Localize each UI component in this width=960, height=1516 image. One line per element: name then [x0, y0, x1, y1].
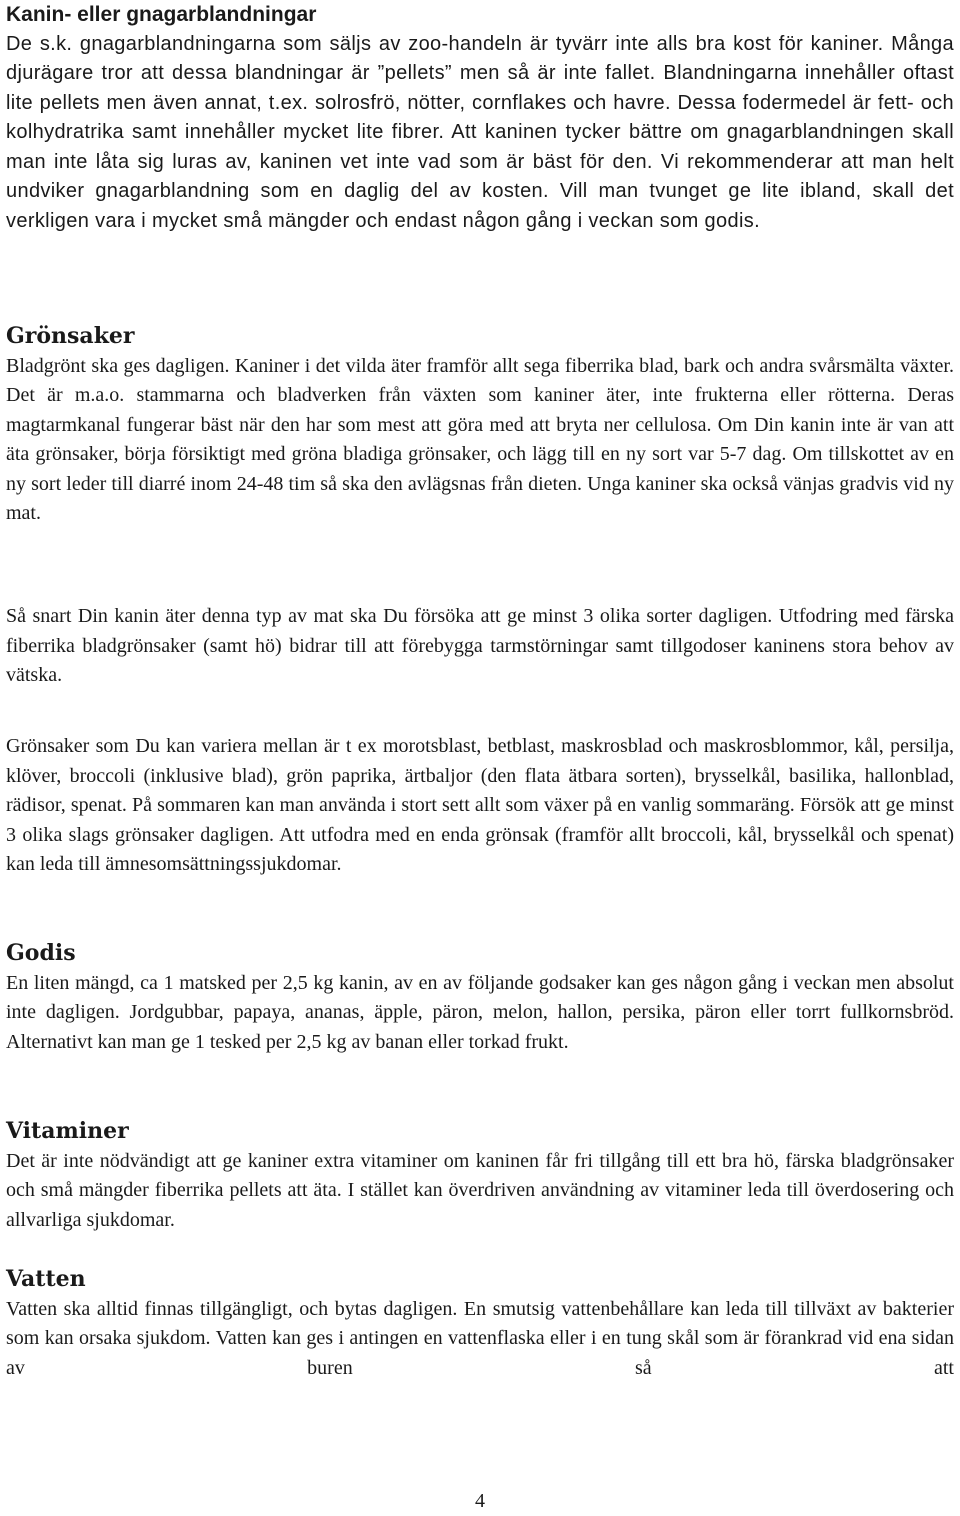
- heading-gronsaker: Grönsaker: [6, 323, 135, 349]
- paragraph-gnagarblandningar: De s.k. gnagarblandningarna som säljs av zoo-handeln är tyvärr inte alls bra kost för kaniner. Många djurägare tror att dessa blandningar är ”pellets” men så är inte fallet. Blandningarna innehåller oftast lite pellets men även annat, t.ex. solrosfrö, nötter, cornflakes och havre. Dessa fodermedel är fett- och kolhydratrika samt innehåller mycket lite fibrer. Att kaninen tycker bättre om gnagarblandningen skall man inte låta sig luras av, kaninen vet inte vad som är bäst för den. Vi rekommenderar att man helt undviker gnagarblandning som en daglig del av kosten. Vill man tvunget ge lite ibland, skall det verkligen vara i mycket små mängder och endast någon gång i veckan som godis.: [6, 32, 954, 232]
- paragraph-vitaminer: Det är inte nödvändigt att ge kaniner extra vitaminer om kaninen får fri tillgång till ett bra hö, färska bladgrönsaker och små mängder fiberrika pellets att äta. I stället kan överdriven användning av vitaminer leda till överdosering och allvarliga sjukdomar.: [6, 1149, 954, 1231]
- section-godis: [6, 939, 954, 1057]
- section-gronsaker-3: [6, 732, 954, 880]
- heading-vitaminer: Vitaminer: [6, 1118, 129, 1144]
- heading-gnagarblandningar: Kanin- eller gnagarblandningar: [6, 3, 317, 26]
- heading-godis: Godis: [6, 940, 76, 966]
- section-gronsaker: [6, 322, 954, 529]
- section-vatten: [6, 1265, 954, 1383]
- paragraph-godis: En liten mängd, ca 1 matsked per 2,5 kg kanin, av en av följande godsaker kan ges någon gång i veckan men absolut inte dagligen. Jordgubbar, papaya, ananas, äpple, päron, melon, hallon, persika, päron eller torrt fullkornsbröd. Alternativt kan man ge 1 tesked per 2,5 kg av banan eller torkad frukt.: [6, 971, 954, 1053]
- paragraph-vatten: Vatten ska alltid finnas tillgängligt, och bytas dagligen. En smutsig vattenbehållare kan leda till tillväxt av bakterier som kan orsaka sjukdom. Vatten kan ges i antingen en vattenflaska eller i en tung skål som är förankrad vid ena sidan av buren så att: [6, 1297, 954, 1379]
- paragraph-gronsaker-1: Bladgrönt ska ges dagligen. Kaniner i det vilda äter framför allt sega fiberrika blad, bark och andra svårsmälta växter. Det är m.a.o. stammarna och bladverken från växten som kaniner äter, inte frukterna eller rötterna. Deras magtarmkanal fungerar bäst när den har som mest att göra med att bryta ner cellulosa. Om Din kanin inte är van att äta grönsaker, börja försiktigt med gröna bladiga grönsaker, och lägg till en ny sort var 5-7 dag. Om tillskottet av en ny sort leder till diarré inom 24-48 tim så ska den avlägsnas från dieten. Unga kaniner ska också vänjas gradvis vid ny mat.: [6, 354, 954, 524]
- section-gronsaker-2: [6, 602, 954, 691]
- section-vitaminer: [6, 1117, 954, 1235]
- section-intro: [6, 0, 954, 236]
- paragraph-gronsaker-3: Grönsaker som Du kan variera mellan är t ex morotsblast, betblast, maskrosblad och maskrosblommor, kål, persilja, klöver, broccoli (inklusive blad), grön paprika, ärtbaljor (den flata ätbara sorten), brysselkål, basilika, hallonblad, rädisor, spenat. På sommaren kan man använda i stort sett allt som växer på en vanlig sommaräng. Försök att ge minst 3 olika slags grönsaker dagligen. Att utfodra med en enda grönsak (framför allt broccoli, kål, brysselkål och spenat) kan leda till ämnesomsättningssjukdomar.: [6, 735, 954, 875]
- paragraph-gronsaker-2: Så snart Din kanin äter denna typ av mat ska Du försöka att ge minst 3 olika sorter dagligen. Utfodring med färska fiberrika bladgrönsaker (samt hö) bidrar till att förebygga tarmstörningar samt tillgodoser kaninens stora behov av vätska.: [6, 605, 954, 686]
- page-number: 4: [475, 1490, 485, 1512]
- heading-vatten: Vatten: [6, 1266, 86, 1292]
